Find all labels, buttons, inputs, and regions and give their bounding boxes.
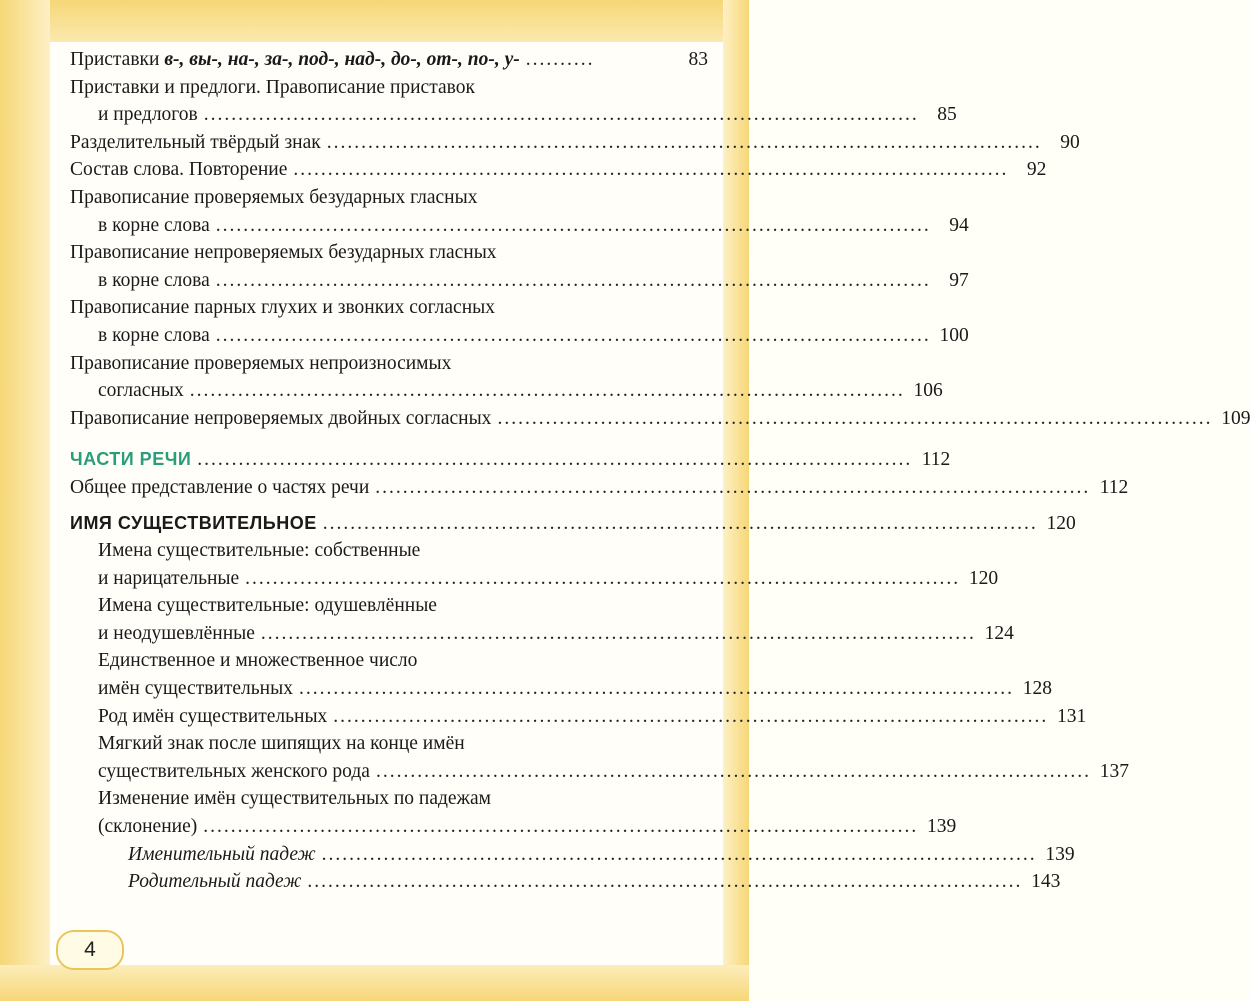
toc-page-number: 85 bbox=[937, 104, 957, 126]
toc-entry-title: Общее представление о частях речи bbox=[70, 476, 370, 498]
toc-entry-title: Изменение имён существительных по падежам bbox=[98, 788, 492, 810]
leader-dots: ........................................................................................................ bbox=[197, 449, 913, 471]
toc-entry[interactable] bbox=[70, 74, 957, 129]
toc-entry[interactable] bbox=[70, 474, 1129, 502]
section-title: ЧАСТИ РЕЧИ bbox=[70, 449, 192, 470]
toc-entry-title-cont: и нарицательные bbox=[98, 567, 240, 589]
toc-entry-title: Род имён существительных bbox=[98, 705, 328, 727]
toc-entry-title: Правописание проверяемых непроизносимых bbox=[70, 352, 452, 374]
toc-page-number: 131 bbox=[1057, 705, 1087, 727]
toc-entry[interactable] bbox=[70, 405, 1250, 433]
leader-dots: ........................................................................................................ bbox=[375, 760, 1091, 782]
toc-entry-title: Приставки в-, вы-, на-, за-, под-, над-, до-, от-, по-, у- bbox=[70, 49, 520, 70]
leader-dots: ........................................................................................................ bbox=[203, 816, 919, 838]
toc-entry[interactable] bbox=[70, 703, 1087, 731]
leader-dots: ........................................................................................................ bbox=[321, 843, 1037, 865]
leader-dots: ........................................................................................................ bbox=[215, 324, 931, 346]
toc-entry[interactable] bbox=[70, 184, 969, 239]
toc-page-number: 94 bbox=[949, 214, 969, 236]
toc-entry[interactable] bbox=[70, 647, 1052, 702]
toc-entry[interactable] bbox=[70, 350, 943, 405]
toc-page-number: 143 bbox=[1031, 871, 1061, 893]
toc-entry[interactable] bbox=[70, 294, 969, 349]
toc-entry-title: Имена существительные: одушевлённые bbox=[98, 595, 437, 617]
toc-entry-title: Правописание парных глухих и звонких согласных bbox=[70, 297, 495, 319]
toc-section-noun[interactable] bbox=[70, 510, 1076, 538]
toc-entry-title: Состав слова. Повторение bbox=[70, 159, 288, 181]
toc-entry[interactable] bbox=[70, 785, 957, 840]
toc-entry-title-cont: имён существительных bbox=[98, 678, 293, 700]
section-spacer bbox=[70, 432, 708, 446]
page-frame-top bbox=[0, 0, 749, 42]
toc-entry-case[interactable] bbox=[70, 841, 1075, 869]
toc-entry-title-cont: в корне слова bbox=[98, 214, 210, 236]
toc-entry[interactable] bbox=[70, 156, 1047, 184]
toc-entry-case[interactable] bbox=[70, 868, 1061, 896]
toc-page-number: 120 bbox=[968, 567, 999, 589]
toc-page-number: 139 bbox=[926, 816, 957, 838]
toc-page-number: 112 bbox=[921, 449, 951, 471]
toc-page-number: 124 bbox=[984, 622, 1014, 644]
leader-dots: ........................................................................................................ bbox=[326, 131, 1042, 153]
toc-entry-title: Имена существительные: собственные bbox=[98, 540, 421, 562]
toc-page-number: 97 bbox=[949, 269, 969, 291]
leader-dots: ........................................................................................................ bbox=[245, 567, 961, 589]
leader-dots: ........................................................................................................ bbox=[375, 476, 1091, 498]
toc-entry-title-cont: и неодушевлённые bbox=[98, 622, 255, 644]
toc-entry-title-cont: согласных bbox=[98, 380, 184, 402]
toc-entry-title: Именительный падеж bbox=[128, 843, 316, 865]
toc-entry-title: Приставки и предлоги. Правописание приставок bbox=[70, 76, 475, 98]
toc-entry-title-cont: существительных женского рода bbox=[98, 760, 370, 782]
toc-entry-title: Правописание непроверяемых безударных гласных bbox=[70, 242, 497, 264]
toc-entry-title-cont: в корне слова bbox=[98, 324, 210, 346]
leader-dots: ........................................................................................................ bbox=[203, 104, 919, 126]
leader-dots: ........................................................................................................ bbox=[322, 512, 1038, 534]
leader-dots: ........................................................................................................ bbox=[333, 705, 1049, 727]
page-frame-bottom bbox=[0, 965, 749, 1001]
toc-entry[interactable] bbox=[70, 592, 1014, 647]
toc-entry-prefixes[interactable] bbox=[70, 46, 708, 74]
prefix-list: в-, вы-, на-, за-, под-, над-, до-, от-, по-, у- bbox=[164, 49, 520, 70]
toc-entry-title-cont: (склонение) bbox=[98, 816, 198, 838]
toc-page-number: 109 bbox=[1221, 407, 1250, 429]
leader-dots: ........................................................................................................ bbox=[307, 871, 1023, 893]
leader-dots: .......... bbox=[525, 49, 595, 70]
toc-page-number: 90 bbox=[1060, 131, 1080, 153]
leader-dots: ........................................................................................................ bbox=[215, 214, 931, 236]
toc-page-number: 128 bbox=[1022, 678, 1052, 700]
toc-page-number: 100 bbox=[939, 324, 969, 346]
table-of-contents bbox=[70, 46, 1250, 896]
toc-entry[interactable] bbox=[70, 730, 1129, 785]
toc-section-parts-of-speech[interactable] bbox=[70, 446, 951, 474]
toc-entry-title-cont: и предлогов bbox=[98, 104, 198, 126]
toc-page-number: 92 bbox=[1026, 159, 1047, 181]
toc-entry[interactable] bbox=[70, 537, 999, 592]
toc-entry-title: Разделительный твёрдый знак bbox=[70, 131, 321, 153]
toc-entry-title: Родительный падеж bbox=[128, 871, 302, 893]
leader-dots: ........................................................................................................ bbox=[497, 407, 1213, 429]
leader-dots: ........................................................................................................ bbox=[260, 622, 976, 644]
section-title: ИМЯ СУЩЕСТВИТЕЛЬНОЕ bbox=[70, 512, 317, 533]
toc-entry-title: Единственное и множественное число bbox=[98, 650, 418, 672]
page-number-badge: 4 bbox=[56, 930, 124, 970]
toc-entry[interactable] bbox=[70, 129, 1080, 157]
page-frame-left bbox=[0, 0, 50, 1001]
section-spacer bbox=[70, 502, 708, 510]
toc-page-number: 120 bbox=[1046, 512, 1076, 534]
toc-page-number: 137 bbox=[1099, 760, 1129, 782]
leader-dots: ........................................................................................................ bbox=[293, 159, 1009, 181]
toc-entry-title: Правописание проверяемых безударных гласных bbox=[70, 186, 478, 208]
leader-dots: ........................................................................................................ bbox=[215, 269, 931, 291]
toc-page-number: 139 bbox=[1045, 843, 1075, 865]
toc-page-number: 83 bbox=[688, 49, 708, 70]
toc-page-number: 112 bbox=[1099, 476, 1129, 498]
toc-entry-title: Правописание непроверяемых двойных согласных bbox=[70, 407, 492, 429]
toc-entry[interactable] bbox=[70, 239, 969, 294]
leader-dots: ........................................................................................................ bbox=[189, 380, 905, 402]
toc-page-number: 106 bbox=[913, 380, 943, 402]
toc-entry-title-cont: в корне слова bbox=[98, 269, 210, 291]
toc-entry-title: Мягкий знак после шипящих на конце имён bbox=[98, 733, 465, 755]
leader-dots: ........................................................................................................ bbox=[298, 678, 1014, 700]
